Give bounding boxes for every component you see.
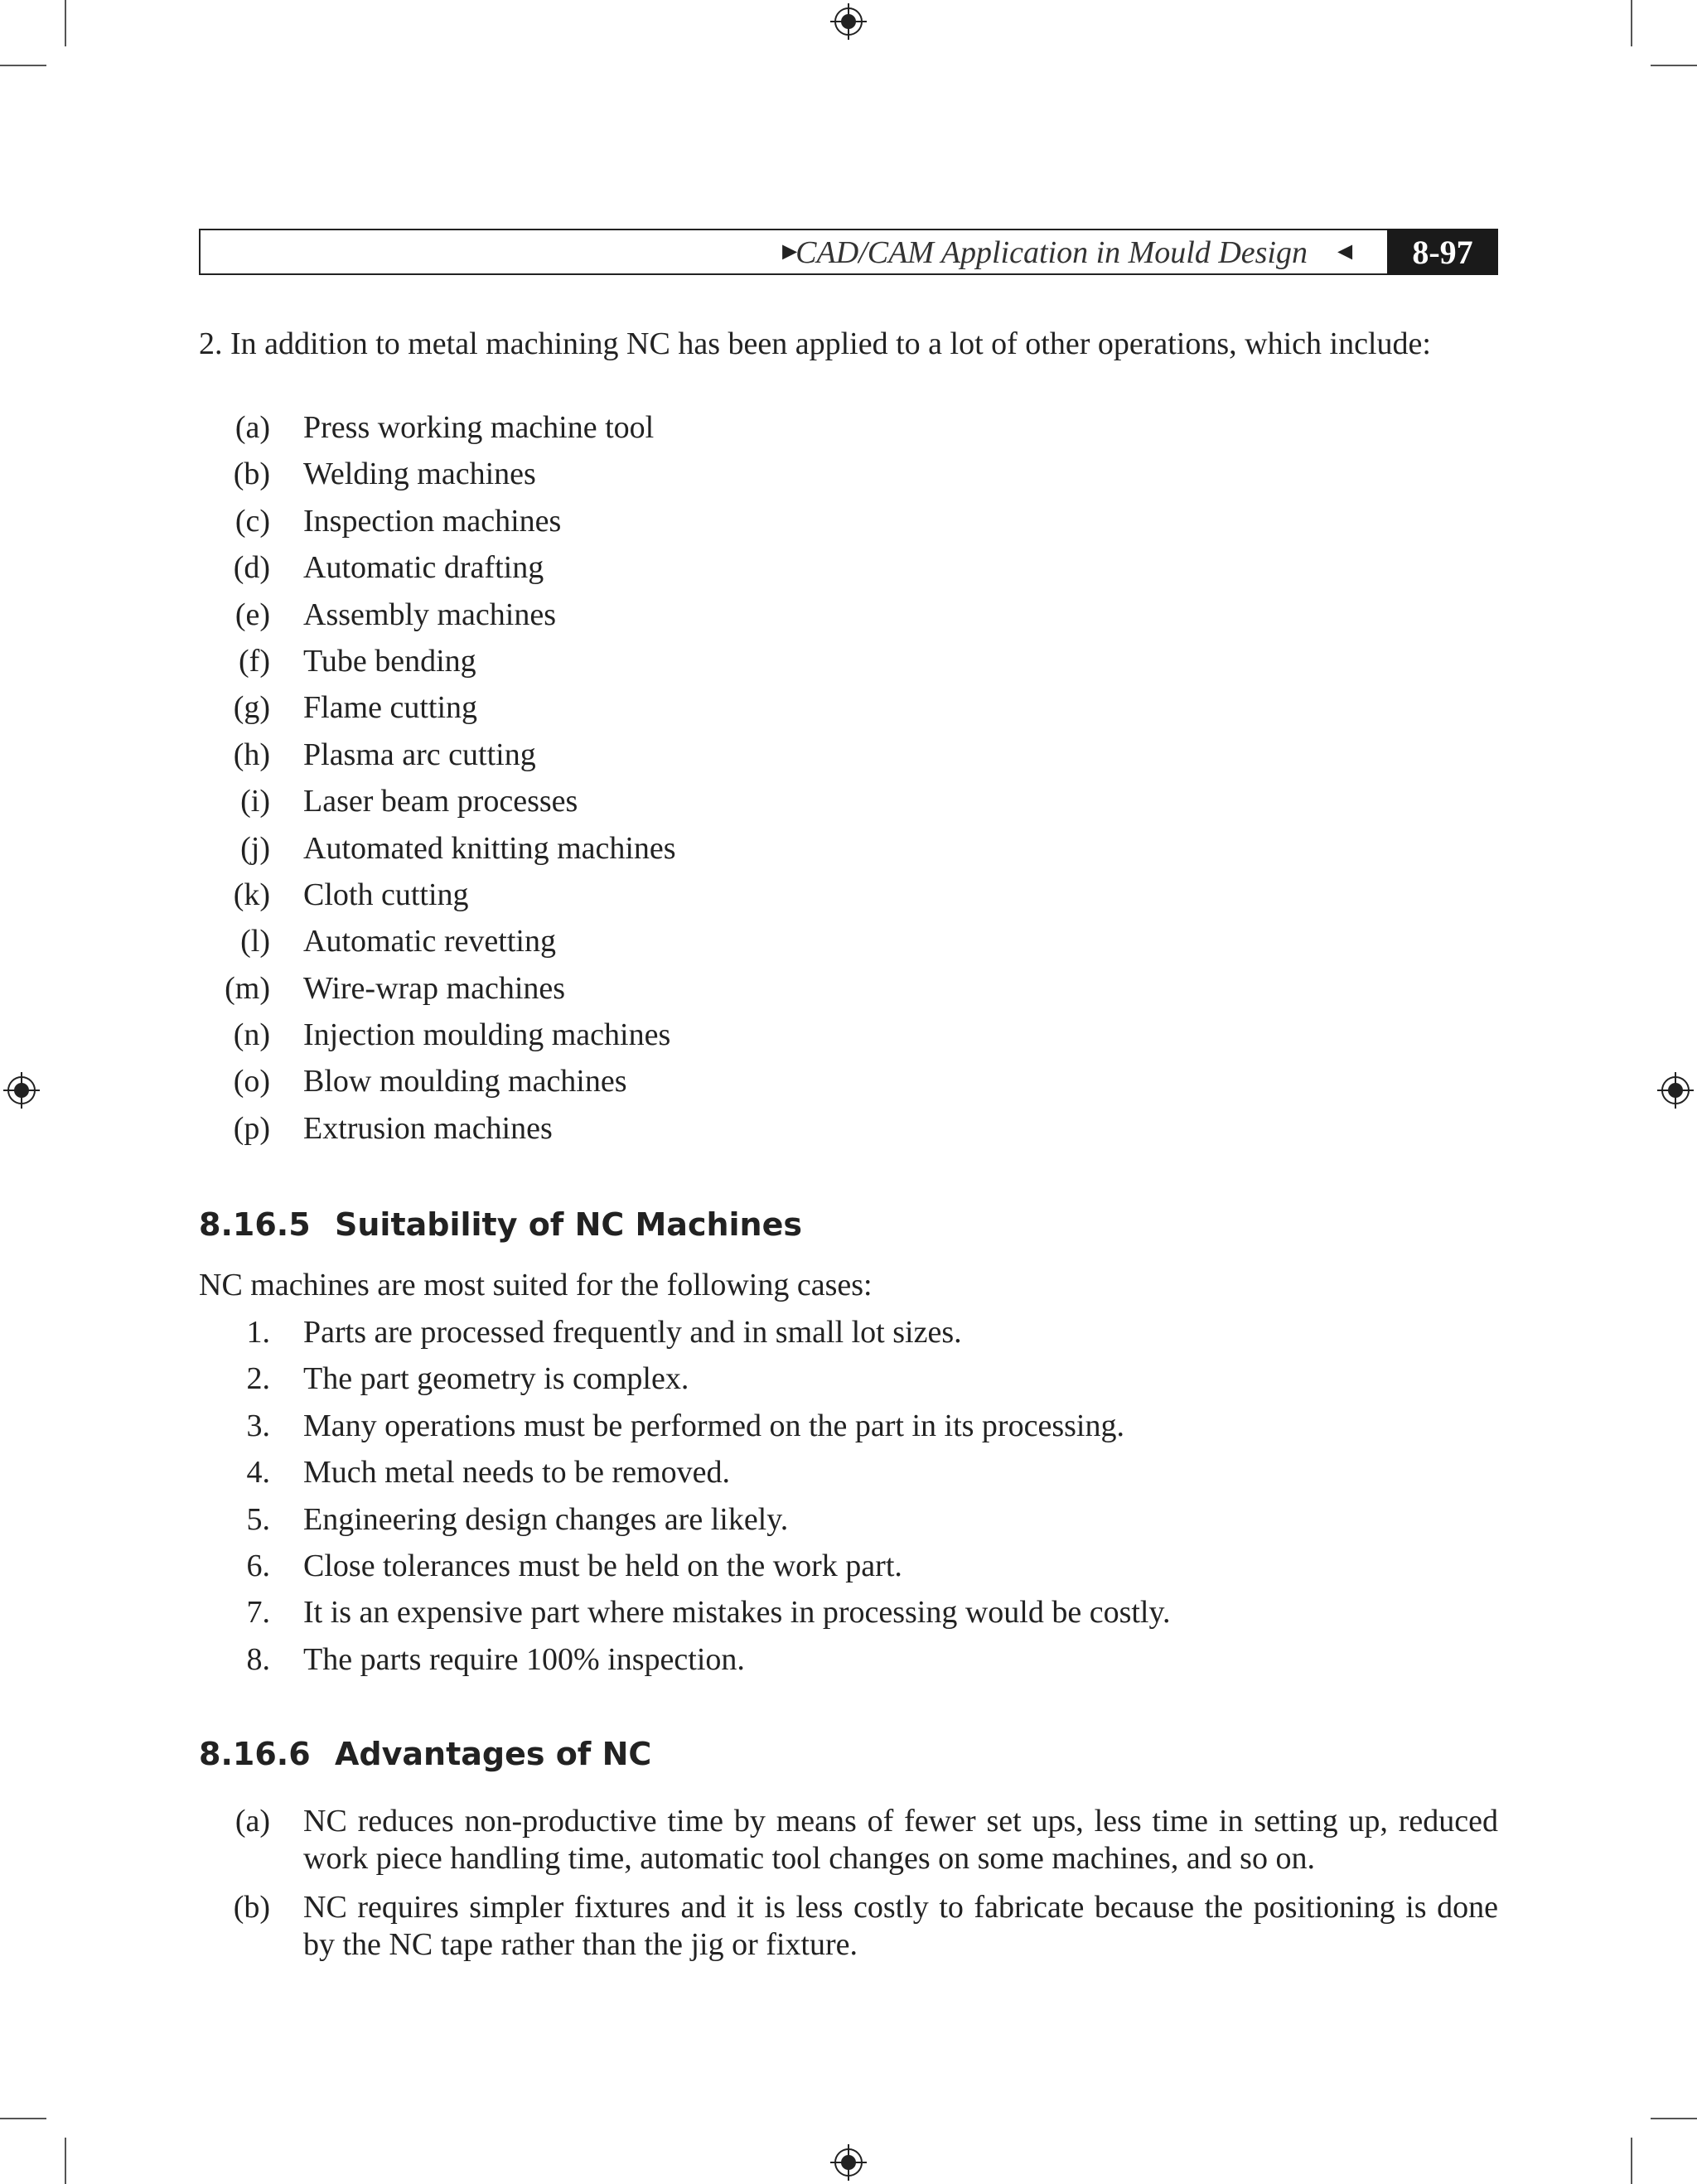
list-item (199, 638, 1498, 684)
list-item (199, 684, 1498, 731)
list-marker: (p) (233, 1110, 270, 1146)
arrow-right-icon: ► (777, 238, 802, 265)
list-item (199, 825, 1498, 872)
list-item-text: It is an expensive part where mistakes in processing would be costly. (303, 1595, 1171, 1631)
list-marker: (m) (225, 970, 270, 1006)
list-marker: 7. (246, 1595, 270, 1631)
section-heading-advantages (199, 1736, 651, 1772)
list-item (199, 1636, 1498, 1683)
registration-mark-icon (830, 2144, 867, 2181)
list-item (199, 1058, 1498, 1104)
list-marker: (i) (240, 784, 270, 819)
list-item-text: Welding machines (303, 457, 536, 492)
list-marker: (c) (234, 503, 270, 539)
intro-paragraph: 2. In addition to metal machining NC has been applied to a lot of other operations, which include: (199, 326, 1431, 361)
list-item-text: Automated knitting machines (303, 830, 676, 866)
list-item (199, 544, 1498, 591)
list-item (199, 778, 1498, 824)
list-marker: (d) (233, 550, 270, 586)
list-marker: 3. (246, 1408, 270, 1443)
advantages-list (199, 1803, 1498, 1975)
list-item-text: Laser beam processes (303, 784, 578, 819)
list-item (199, 1889, 1498, 1964)
page-number: 8-97 (1387, 229, 1498, 275)
list-item-text: NC reduces non-productive time by means of fewer set ups, less time in setting up, reduced work piece handling time, automatic tool changes on some machines, and so on. (303, 1804, 1498, 1876)
arrow-left-icon: ◄ (1332, 238, 1357, 265)
list-marker: (a) (234, 1804, 270, 1839)
list-marker: (n) (233, 1017, 270, 1053)
list-item (199, 1543, 1498, 1589)
list-marker: (a) (234, 410, 270, 445)
list-item-text: Automatic revetting (303, 924, 556, 959)
running-header (199, 229, 1498, 275)
list-item (199, 965, 1498, 1012)
list-item-text: Inspection machines (303, 503, 562, 539)
list-item (199, 1012, 1498, 1058)
registration-mark-icon (830, 3, 867, 40)
registration-mark-icon (1657, 1072, 1694, 1109)
list-item-text: Press working machine tool (303, 410, 655, 445)
crop-mark (1651, 2118, 1697, 2119)
list-item-text: Injection moulding machines (303, 1017, 671, 1053)
suitability-list (199, 1309, 1498, 1683)
list-item-text: The part geometry is complex. (303, 1361, 689, 1397)
crop-mark (0, 65, 46, 66)
list-marker: (g) (233, 690, 270, 726)
section-number: 8.16.6 (199, 1736, 311, 1772)
list-item-text: NC requires simpler fixtures and it is less costly to fabricate because the positioning is done by the NC tape rather than the jig or fixture. (303, 1890, 1498, 1962)
section-title: Suitability of NC Machines (335, 1206, 802, 1243)
crop-mark (0, 2118, 46, 2119)
list-item (199, 732, 1498, 778)
list-marker: 6. (246, 1548, 270, 1583)
list-item (199, 1589, 1498, 1636)
list-item (199, 404, 1498, 451)
applications-list (199, 404, 1498, 1152)
registration-mark-icon (3, 1072, 40, 1109)
list-marker: (b) (233, 1890, 270, 1925)
list-item-text: Wire-wrap machines (303, 970, 566, 1006)
list-item-text: Tube bending (303, 643, 476, 679)
list-marker: 8. (246, 1641, 270, 1677)
list-item (199, 1309, 1498, 1355)
list-item-text: Parts are processed frequently and in small lot sizes. (303, 1315, 962, 1350)
list-item (199, 1105, 1498, 1152)
list-item (199, 498, 1498, 544)
section-title: Advantages of NC (335, 1736, 652, 1772)
list-item (199, 1355, 1498, 1402)
header-title: CAD/CAM Application in Mould Design (795, 235, 1308, 270)
list-marker: 2. (246, 1361, 270, 1397)
list-item (199, 1803, 1498, 1877)
list-item-text: Cloth cutting (303, 877, 469, 912)
list-item-text: Many operations must be performed on the part in its processing. (303, 1408, 1124, 1443)
list-marker: (j) (240, 830, 270, 866)
list-marker: (b) (233, 457, 270, 492)
list-marker: 1. (246, 1315, 270, 1350)
list-marker: (e) (234, 597, 270, 632)
list-item-text: Flame cutting (303, 690, 478, 726)
list-item-text: Assembly machines (303, 597, 557, 632)
section-heading-suitability (199, 1206, 802, 1243)
list-marker: (h) (233, 737, 270, 772)
list-marker: 5. (246, 1501, 270, 1537)
section-number: 8.16.5 (199, 1206, 311, 1243)
list-item (199, 1403, 1498, 1449)
list-item (199, 451, 1498, 497)
crop-mark (1631, 0, 1632, 46)
list-item (199, 1449, 1498, 1495)
list-marker: (f) (239, 643, 270, 679)
crop-mark (1631, 2138, 1632, 2184)
list-item-text: Engineering design changes are likely. (303, 1501, 789, 1537)
crop-mark (65, 2138, 66, 2184)
list-item (199, 872, 1498, 918)
list-item-text: Extrusion machines (303, 1110, 553, 1146)
list-item (199, 1496, 1498, 1543)
list-item-text: The parts require 100% inspection. (303, 1641, 745, 1677)
crop-mark (65, 0, 66, 46)
list-item-text: Plasma arc cutting (303, 737, 536, 772)
list-marker: 4. (246, 1455, 270, 1491)
list-marker: (k) (233, 877, 270, 912)
suitability-intro: NC machines are most suited for the following cases: (199, 1268, 873, 1302)
list-item-text: Much metal needs to be removed. (303, 1455, 730, 1491)
crop-mark (1651, 65, 1697, 66)
list-item-text: Close tolerances must be held on the work part. (303, 1548, 902, 1583)
list-item (199, 592, 1498, 638)
list-marker: (o) (233, 1064, 270, 1099)
list-item (199, 918, 1498, 964)
list-item-text: Automatic drafting (303, 550, 544, 586)
list-marker: (l) (240, 924, 270, 959)
list-item-text: Blow moulding machines (303, 1064, 627, 1099)
